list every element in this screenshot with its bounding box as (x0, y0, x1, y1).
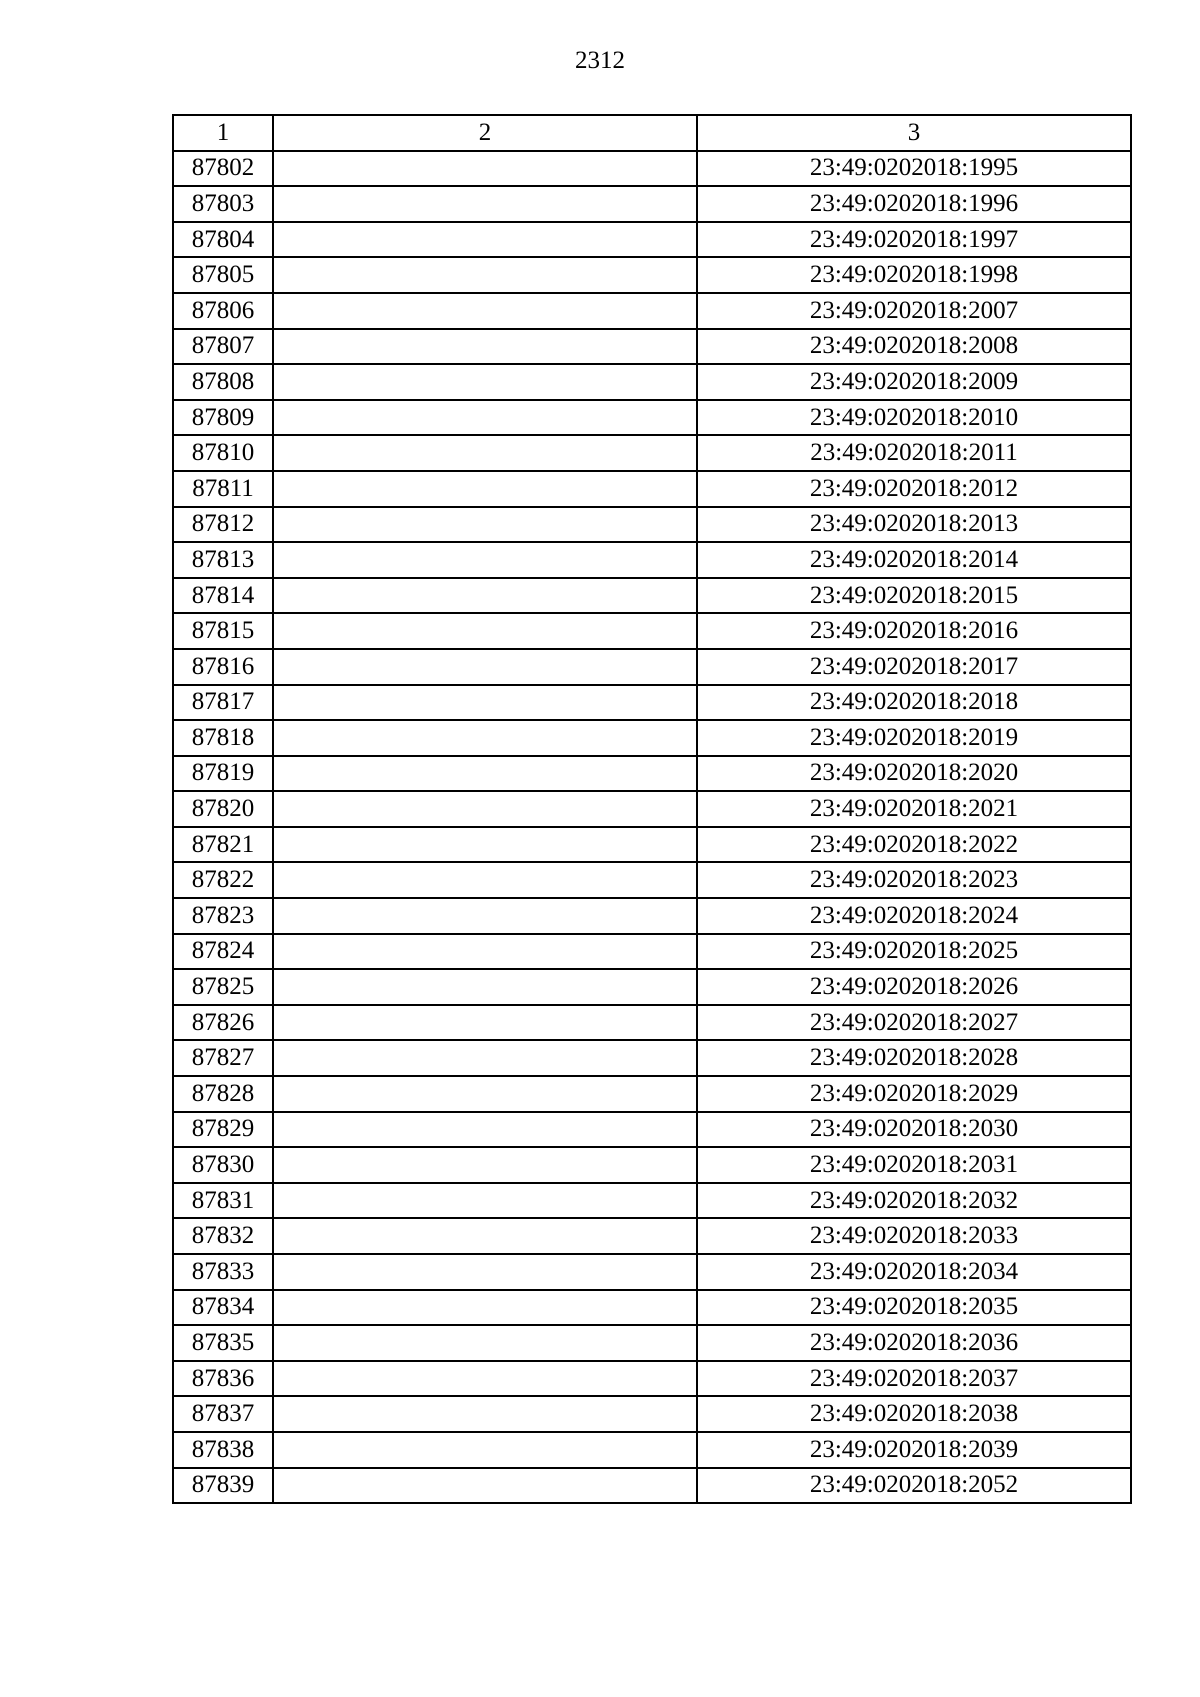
table-row (173, 1468, 1131, 1504)
description-cell (273, 471, 697, 507)
description-cell (273, 649, 697, 685)
row-number-cell: 87829 (173, 1112, 273, 1148)
row-number-cell: 87835 (173, 1325, 273, 1361)
cadastral-number-cell: 23:49:0202018:1995 (697, 151, 1131, 187)
description-cell (273, 1005, 697, 1041)
description-cell (273, 329, 697, 365)
description-cell (273, 613, 697, 649)
table-row (173, 934, 1131, 970)
description-cell (273, 791, 697, 827)
table-row (173, 1290, 1131, 1326)
table-row (173, 1361, 1131, 1397)
table-body (173, 151, 1131, 1504)
description-cell (273, 257, 697, 293)
table-row (173, 186, 1131, 222)
table-row (173, 685, 1131, 721)
table-row (173, 969, 1131, 1005)
row-number-cell: 87821 (173, 827, 273, 863)
row-number-cell: 87830 (173, 1147, 273, 1183)
table-row (173, 1076, 1131, 1112)
description-cell (273, 1218, 697, 1254)
table-row (173, 1254, 1131, 1290)
description-cell (273, 827, 697, 863)
row-number-cell: 87838 (173, 1432, 273, 1468)
table-row (173, 898, 1131, 934)
row-number-cell: 87827 (173, 1040, 273, 1076)
row-number-cell: 87834 (173, 1290, 273, 1326)
description-cell (273, 862, 697, 898)
cadastral-number-cell: 23:49:0202018:2030 (697, 1112, 1131, 1148)
row-number-cell: 87807 (173, 329, 273, 365)
table-row (173, 862, 1131, 898)
cadastral-number-cell: 23:49:0202018:2036 (697, 1325, 1131, 1361)
table-row (173, 1005, 1131, 1041)
row-number-cell: 87822 (173, 862, 273, 898)
table-row (173, 720, 1131, 756)
row-number-cell: 87839 (173, 1468, 273, 1504)
description-cell (273, 1290, 697, 1326)
column-header-1: 1 (173, 115, 273, 151)
row-number-cell: 87833 (173, 1254, 273, 1290)
row-number-cell: 87803 (173, 186, 273, 222)
description-cell (273, 720, 697, 756)
cadastral-number-cell: 23:49:0202018:2011 (697, 435, 1131, 471)
row-number-cell: 87814 (173, 578, 273, 614)
description-cell (273, 1112, 697, 1148)
description-cell (273, 151, 697, 187)
cadastral-number-cell: 23:49:0202018:2031 (697, 1147, 1131, 1183)
table-row (173, 1396, 1131, 1432)
row-number-cell: 87813 (173, 542, 273, 578)
table-row (173, 435, 1131, 471)
column-header-3: 3 (697, 115, 1131, 151)
row-number-cell: 87831 (173, 1183, 273, 1219)
description-cell (273, 578, 697, 614)
cadastral-number-cell: 23:49:0202018:1996 (697, 186, 1131, 222)
cadastral-number-cell: 23:49:0202018:2022 (697, 827, 1131, 863)
description-cell (273, 969, 697, 1005)
table-row (173, 507, 1131, 543)
table-row (173, 293, 1131, 329)
cadastral-number-cell: 23:49:0202018:2032 (697, 1183, 1131, 1219)
table-row (173, 649, 1131, 685)
description-cell (273, 685, 697, 721)
description-cell (273, 1325, 697, 1361)
description-cell (273, 435, 697, 471)
cadastral-number-cell: 23:49:0202018:2016 (697, 613, 1131, 649)
table-row (173, 329, 1131, 365)
description-cell (273, 186, 697, 222)
register-table (172, 114, 1132, 1504)
description-cell (273, 542, 697, 578)
table-row (173, 471, 1131, 507)
table-header-row (173, 115, 1131, 151)
description-cell (273, 934, 697, 970)
description-cell (273, 1396, 697, 1432)
description-cell (273, 1147, 697, 1183)
row-number-cell: 87815 (173, 613, 273, 649)
cadastral-number-cell: 23:49:0202018:1998 (697, 257, 1131, 293)
cadastral-number-cell: 23:49:0202018:2027 (697, 1005, 1131, 1041)
table-row (173, 578, 1131, 614)
row-number-cell: 87836 (173, 1361, 273, 1397)
description-cell (273, 293, 697, 329)
column-header-2: 2 (273, 115, 697, 151)
description-cell (273, 400, 697, 436)
table-row (173, 542, 1131, 578)
row-number-cell: 87816 (173, 649, 273, 685)
cadastral-number-cell: 23:49:0202018:2034 (697, 1254, 1131, 1290)
row-number-cell: 87810 (173, 435, 273, 471)
row-number-cell: 87819 (173, 756, 273, 792)
cadastral-number-cell: 23:49:0202018:2024 (697, 898, 1131, 934)
table-row (173, 364, 1131, 400)
description-cell (273, 1040, 697, 1076)
row-number-cell: 87826 (173, 1005, 273, 1041)
description-cell (273, 364, 697, 400)
cadastral-number-cell: 23:49:0202018:2017 (697, 649, 1131, 685)
row-number-cell: 87806 (173, 293, 273, 329)
row-number-cell: 87804 (173, 222, 273, 258)
cadastral-number-cell: 23:49:0202018:2019 (697, 720, 1131, 756)
cadastral-number-cell: 23:49:0202018:2038 (697, 1396, 1131, 1432)
description-cell (273, 756, 697, 792)
cadastral-number-cell: 23:49:0202018:2026 (697, 969, 1131, 1005)
row-number-cell: 87812 (173, 507, 273, 543)
cadastral-number-cell: 23:49:0202018:2052 (697, 1468, 1131, 1504)
row-number-cell: 87802 (173, 151, 273, 187)
row-number-cell: 87805 (173, 257, 273, 293)
table-row (173, 1325, 1131, 1361)
cadastral-number-cell: 23:49:0202018:2014 (697, 542, 1131, 578)
table-row (173, 151, 1131, 187)
cadastral-number-cell: 23:49:0202018:1997 (697, 222, 1131, 258)
row-number-cell: 87837 (173, 1396, 273, 1432)
row-number-cell: 87809 (173, 400, 273, 436)
description-cell (273, 898, 697, 934)
table-row (173, 257, 1131, 293)
description-cell (273, 1183, 697, 1219)
row-number-cell: 87808 (173, 364, 273, 400)
cadastral-number-cell: 23:49:0202018:2008 (697, 329, 1131, 365)
description-cell (273, 1361, 697, 1397)
table-row (173, 1112, 1131, 1148)
cadastral-number-cell: 23:49:0202018:2009 (697, 364, 1131, 400)
description-cell (273, 1254, 697, 1290)
cadastral-number-cell: 23:49:0202018:2037 (697, 1361, 1131, 1397)
cadastral-number-cell: 23:49:0202018:2028 (697, 1040, 1131, 1076)
table-row (173, 613, 1131, 649)
cadastral-number-cell: 23:49:0202018:2015 (697, 578, 1131, 614)
row-number-cell: 87817 (173, 685, 273, 721)
cadastral-number-cell: 23:49:0202018:2007 (697, 293, 1131, 329)
row-number-cell: 87820 (173, 791, 273, 827)
row-number-cell: 87818 (173, 720, 273, 756)
table-row (173, 1147, 1131, 1183)
cadastral-number-cell: 23:49:0202018:2029 (697, 1076, 1131, 1112)
description-cell (273, 507, 697, 543)
description-cell (273, 222, 697, 258)
cadastral-number-cell: 23:49:0202018:2010 (697, 400, 1131, 436)
cadastral-number-cell: 23:49:0202018:2020 (697, 756, 1131, 792)
row-number-cell: 87824 (173, 934, 273, 970)
cadastral-number-cell: 23:49:0202018:2021 (697, 791, 1131, 827)
cadastral-number-cell: 23:49:0202018:2023 (697, 862, 1131, 898)
cadastral-number-cell: 23:49:0202018:2012 (697, 471, 1131, 507)
table-row (173, 222, 1131, 258)
description-cell (273, 1468, 697, 1504)
table-row (173, 827, 1131, 863)
row-number-cell: 87811 (173, 471, 273, 507)
cadastral-number-cell: 23:49:0202018:2018 (697, 685, 1131, 721)
row-number-cell: 87825 (173, 969, 273, 1005)
description-cell (273, 1076, 697, 1112)
table-row (173, 400, 1131, 436)
table-row (173, 1040, 1131, 1076)
cadastral-number-cell: 23:49:0202018:2033 (697, 1218, 1131, 1254)
cadastral-number-cell: 23:49:0202018:2013 (697, 507, 1131, 543)
page-number: 2312 (575, 47, 625, 74)
table-row (173, 1432, 1131, 1468)
cadastral-number-cell: 23:49:0202018:2025 (697, 934, 1131, 970)
description-cell (273, 1432, 697, 1468)
cadastral-number-cell: 23:49:0202018:2039 (697, 1432, 1131, 1468)
row-number-cell: 87828 (173, 1076, 273, 1112)
table-row (173, 1183, 1131, 1219)
row-number-cell: 87832 (173, 1218, 273, 1254)
table-row (173, 1218, 1131, 1254)
table-row (173, 756, 1131, 792)
table-row (173, 791, 1131, 827)
row-number-cell: 87823 (173, 898, 273, 934)
cadastral-number-cell: 23:49:0202018:2035 (697, 1290, 1131, 1326)
